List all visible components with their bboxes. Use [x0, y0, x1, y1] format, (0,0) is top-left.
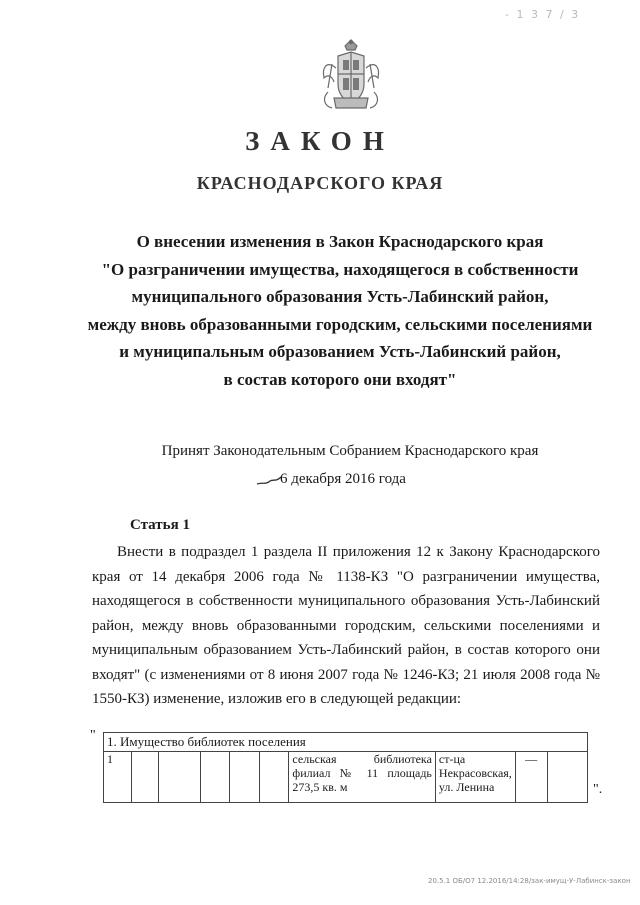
- document-title: ЗАКОН: [245, 126, 395, 156]
- empty-cell: [131, 752, 159, 803]
- table-section-row: [104, 733, 588, 752]
- empty-cell: [200, 752, 230, 803]
- dash-cell: —: [515, 752, 547, 803]
- property-table: [103, 732, 588, 803]
- property-name-cell: сельская библиотека филиал № 11 площадь 273,5 кв. м: [289, 752, 435, 803]
- adoption-statement: Принят Законодательным Собранием Краснодарского края: [161, 443, 539, 459]
- law-title: [60, 228, 620, 393]
- law-title-line: "О разграничении имущества, находящегося в собственности: [101, 259, 579, 279]
- article-paragraph: Внести в подраздел 1 раздела II приложения 12 к Закону Краснодарского края от 14 декабря 2006 года № 1138-КЗ "О разграничении имущества, находящегося в собственности муниципального образования Усть-Лабинский район, между вновь образованными городским, сельскими поселениями и муниципальным образованием Усть-Лабинский район, в состав которого они входят" (с изменениями от 8 июня 2007 года № 1246-КЗ; 21 июля 2008 года № 1550-КЗ) изменение, изложив его в следующей редакции:: [92, 544, 600, 707]
- empty-cell: [230, 752, 260, 803]
- empty-cell: [159, 752, 200, 803]
- empty-cell: [547, 752, 587, 803]
- law-title-line: муниципального образования Усть-Лабинский район,: [131, 287, 549, 306]
- table-row: [104, 752, 588, 803]
- empty-cell: [259, 752, 289, 803]
- article-body: [92, 540, 600, 712]
- article-heading: Статья 1: [130, 517, 190, 533]
- registration-stamp: - 1 3 7 / 3: [505, 8, 581, 21]
- adoption-date: 6 декабря 2016 года: [280, 471, 406, 487]
- table-open-quote: ": [90, 728, 96, 743]
- table-close-quote: ".: [593, 782, 603, 797]
- section-title-cell: 1. Имущество библиотек поселения: [104, 733, 588, 752]
- law-title-line: в состав которого они входят": [223, 369, 457, 389]
- document-subtitle: КРАСНОДАРСКОГО КРАЯ: [196, 173, 444, 193]
- signature-mark-icon: [256, 476, 282, 486]
- law-title-line: между вновь образованными городским, сельскими поселениями: [87, 314, 593, 334]
- law-title-line: и муниципальным образованием Усть-Лабинский район,: [119, 342, 561, 361]
- coat-of-arms-emblem: [318, 38, 384, 114]
- address-cell: ст-ца Некрасовская, ул. Ленина: [435, 752, 515, 803]
- row-number-cell: 1: [104, 752, 132, 803]
- law-title-line: О внесении изменения в Закон Краснодарского края: [136, 232, 544, 251]
- document-footer-code: 20.5.1 ОБ/О7 12.2016/14:28/зак-имущ-У-Лабинск-закон: [428, 877, 631, 885]
